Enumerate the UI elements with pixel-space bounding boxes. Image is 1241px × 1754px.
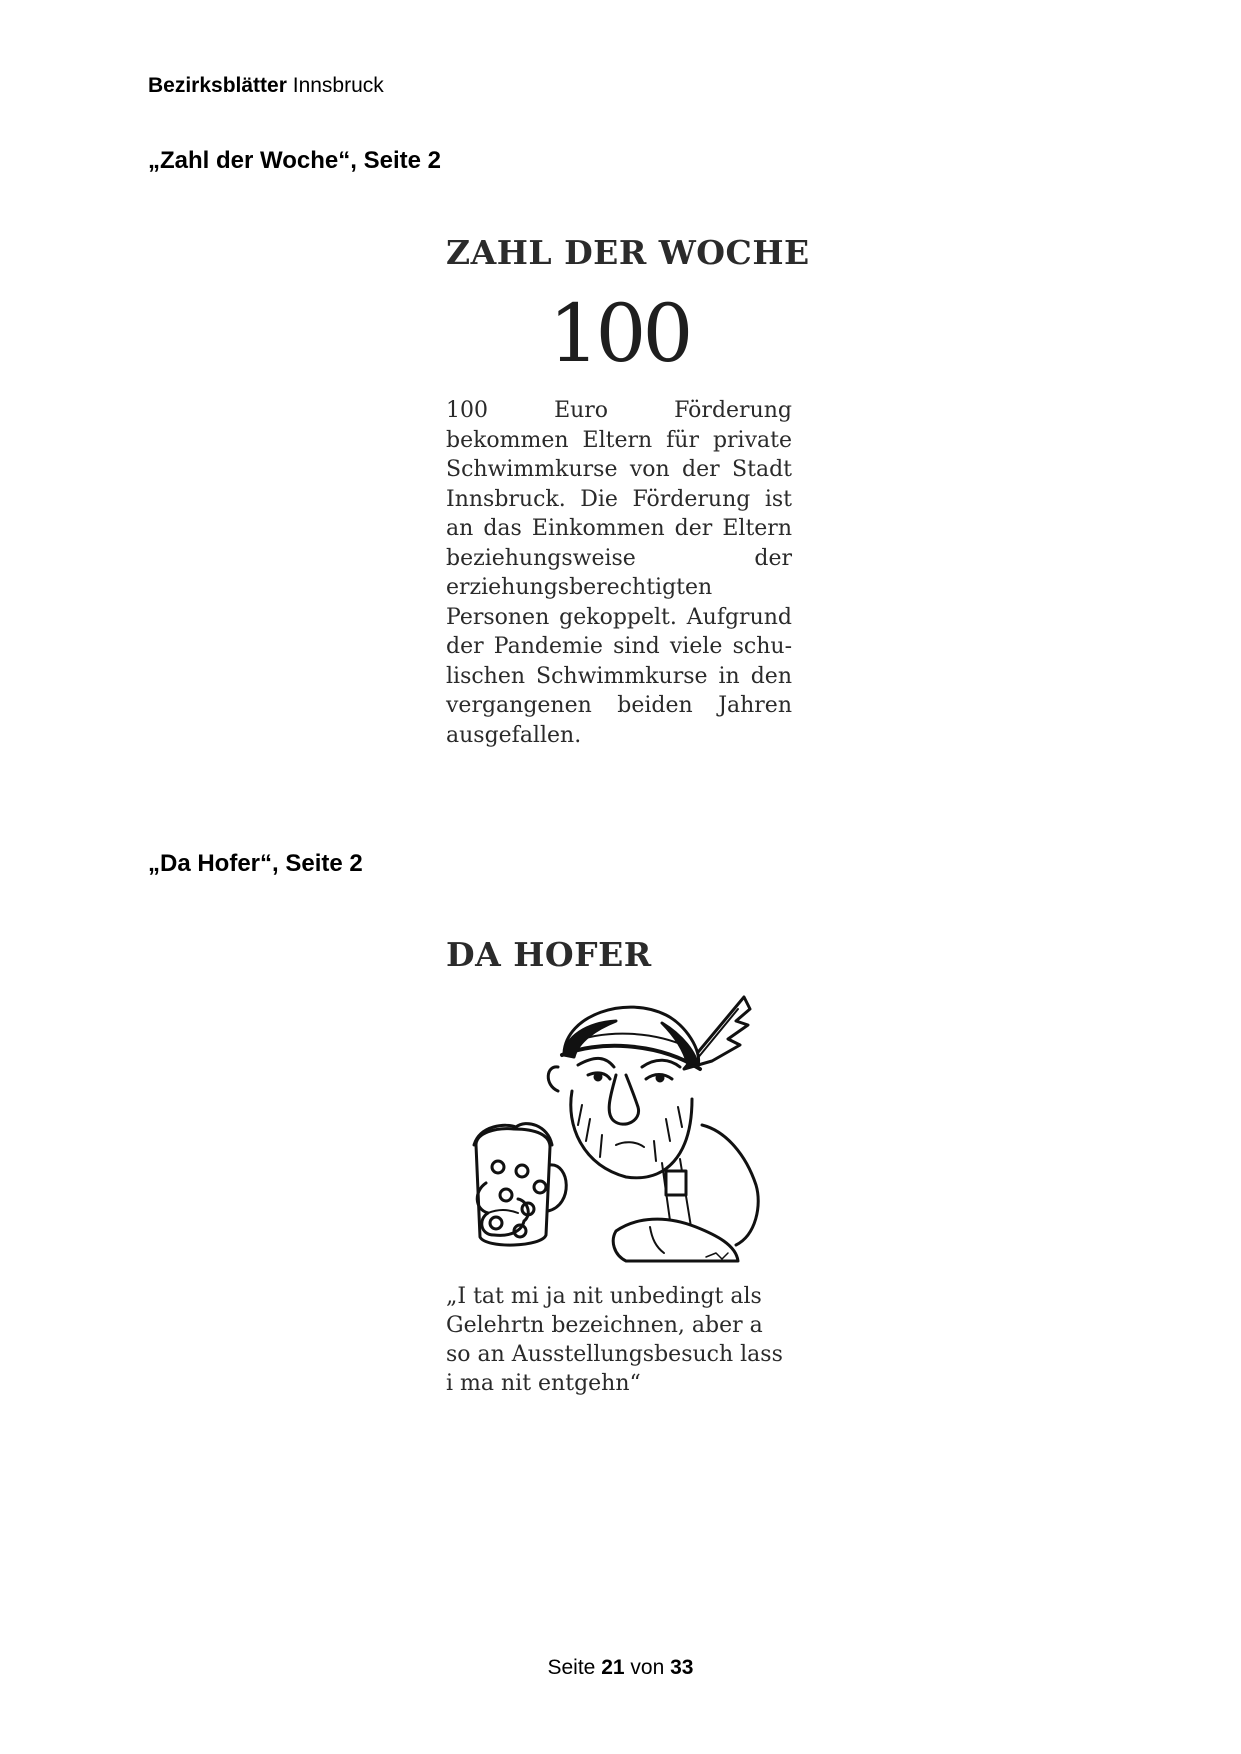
section-title-da-hofer: „Da Hofer“, Seite 2 <box>148 850 363 877</box>
publication-name: Bezirksblätter <box>148 74 287 97</box>
clipping-quote <box>446 1282 792 1398</box>
total-page-count: 33 <box>670 1656 694 1679</box>
cartoon-man-with-beer-mug-icon <box>466 995 776 1280</box>
edition-name: Innsbruck <box>292 74 384 97</box>
footer-prefix: Seite <box>547 1656 596 1679</box>
section-title-zahl-der-woche: „Zahl der Woche“, Seite 2 <box>148 147 441 174</box>
current-page-number: 21 <box>601 1656 625 1679</box>
big-number: 100 <box>548 287 690 380</box>
clipping-da-hofer <box>446 935 792 974</box>
clipping-body: 100 Euro Förderung bekommen Eltern für private Schwimmkurse von der Stadt Innsbruck. Die Förderung ist an das Einkommen der Eltern beziehungsweise der erziehungsberechtigten Personen gekoppelt. Aufgrund der Pandemie sind viele schulischen Schwimmkurse in den vergangenen beiden Jahren ausgefallen. <box>446 398 792 748</box>
page-footer <box>0 1656 1241 1680</box>
clipping-zahl-der-woche <box>446 233 810 750</box>
footer-middle: von <box>630 1656 665 1679</box>
clipping-heading: ZAHL DER WOCHE <box>446 233 810 272</box>
clipping-heading: DA HOFER <box>446 935 652 974</box>
quote-text: „I tat mi ja nit unbedingt als Gelehrtn bezeichnen, aber a so an Ausstellungsbesuch lass i ma nit entgehn“ <box>446 1284 783 1396</box>
document-header <box>148 74 384 98</box>
